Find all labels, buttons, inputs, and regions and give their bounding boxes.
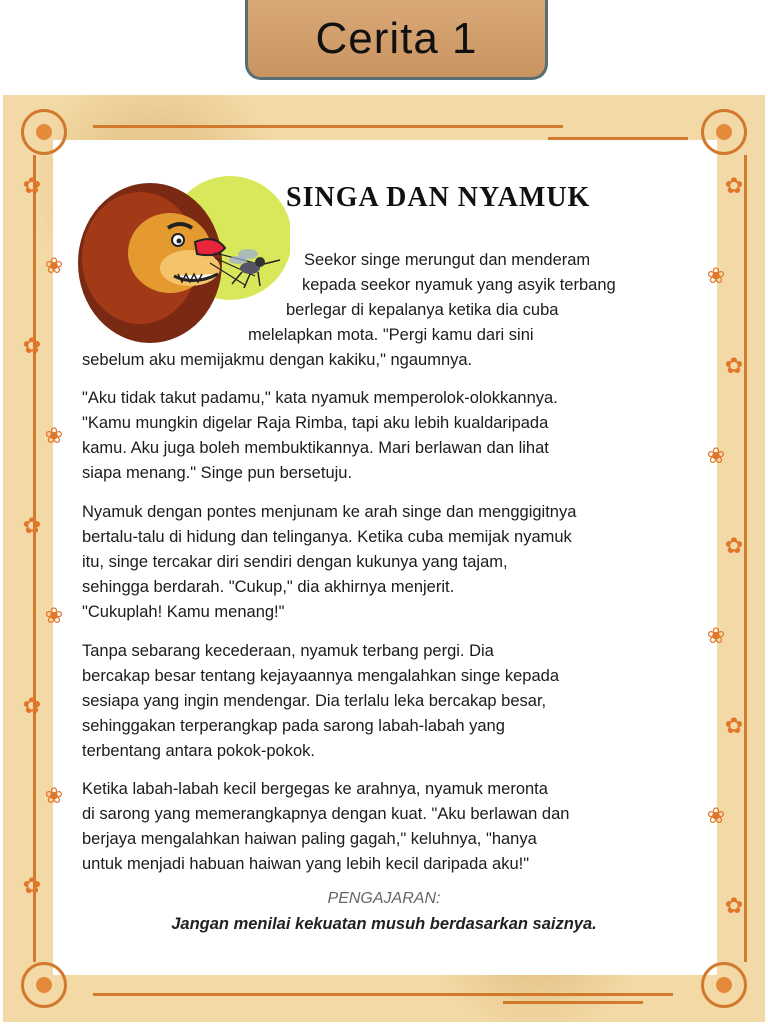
bottom-border-line [93, 993, 673, 996]
title-banner [245, 0, 548, 80]
p5-line-3: berjaya mengalahkan haiwan paling gagah," keluhnya, "hanya [82, 830, 537, 848]
flower-icon: ❀ [44, 783, 64, 808]
flower-icon: ❀ [706, 263, 726, 288]
flower-icon: ❀ [706, 623, 726, 648]
flower-icon: ✿ [22, 513, 42, 538]
banner-title: Cerita 1 [315, 13, 478, 63]
flower-icon: ✿ [724, 533, 744, 558]
flower-icon: ✿ [724, 173, 744, 198]
p1-line-1: Seekor singe merungut dan menderam [304, 251, 591, 269]
p2-line-1: "Aku tidak takut padamu," kata nyamuk memperolok-olokkannya. [82, 389, 558, 407]
p4-line-3: sesiapa yang ingin mendengar. Dia terlalu leka bercakap besar, [82, 692, 547, 710]
flower-icon: ✿ [724, 713, 744, 738]
p4-line-5: terbentang antara pokok-pokok. [82, 742, 315, 760]
flower-icon: ✿ [22, 173, 42, 198]
lesson-label: PENGAJARAN: [327, 890, 441, 907]
p2-line-3: kamu. Aku juga boleh membuktikannya. Mari berlawan dan lihat [82, 439, 549, 457]
p5-line-2: di sarong yang memerangkapnya dengan kuat. "Aku berlawan dan [82, 805, 570, 823]
flower-icon: ❀ [44, 603, 64, 628]
flower-icon: ❀ [44, 253, 64, 278]
flower-icon: ✿ [724, 893, 744, 918]
corner-ornament-top-left [21, 109, 67, 155]
flower-icon: ✿ [22, 693, 42, 718]
p1-line-5: sebelum aku memijakmu dengan kakiku," ngaumnya. [82, 351, 473, 369]
top-border-accent [548, 137, 688, 140]
p2-line-2: "Kamu mungkin digelar Raja Rimba, tapi aku lebih kualdaripada [82, 414, 549, 432]
flower-icon: ✿ [724, 353, 744, 378]
p4-line-1: Tanpa sebarang kecederaan, nyamuk terbang pergi. Dia [82, 642, 494, 660]
p1-line-2: kepada seekor nyamuk yang asyik terbang [302, 276, 616, 294]
corner-ornament-top-right [701, 109, 747, 155]
flower-icon: ❀ [706, 803, 726, 828]
p5-line-4: untuk menjadi habuan haiwan yang lebih kecil daripada aku!" [82, 855, 530, 873]
p4-line-4: sehinggakan terperangkap pada sarong labah-labah yang [82, 717, 505, 735]
bottom-border-accent [503, 1001, 643, 1004]
p3-line-2: bertalu-talu di hidung dan telinganya. Ketika cuba memijak nyamuk [82, 528, 572, 546]
p3-line-1: Nyamuk dengan pontes menjunam ke arah singe dan menggigitnya [82, 503, 577, 521]
lion-mosquito-illustration [70, 168, 290, 348]
p3-line-4: sehingga berdarah. "Cukup," dia akhirnya menjerit. [82, 578, 455, 596]
story-title: SINGA DAN NYAMUK [286, 182, 591, 213]
p3-line-3: itu, singe tercakar diri sendiri dengan kukunya yang tajam, [82, 553, 508, 571]
top-border-line [93, 125, 563, 128]
p5-line-1: Ketika labah-labah kecil bergegas ke arahnya, nyamuk meronta [82, 780, 548, 798]
p1-line-3: berlegar di kepalanya ketika dia cuba [286, 301, 559, 319]
corner-ornament-bottom-left [21, 962, 67, 1008]
corner-ornament-bottom-right [701, 962, 747, 1008]
p3-line-5: "Cukuplah! Kamu menang!" [82, 603, 285, 621]
flower-icon: ❀ [706, 443, 726, 468]
flower-icon: ❀ [44, 423, 64, 448]
p4-line-2: bercakap besar tentang kejayaannya mengalahkan singe kepada [82, 667, 560, 685]
flower-icon: ✿ [22, 873, 42, 898]
lesson-text: Jangan menilai kekuatan musuh berdasarkan saiznya. [171, 915, 597, 933]
flower-icon: ✿ [22, 333, 42, 358]
p2-line-4: siapa menang." Singe pun bersetuju. [82, 464, 353, 482]
p1-line-4: melelapkan mota. "Pergi kamu dari sini [248, 326, 534, 344]
